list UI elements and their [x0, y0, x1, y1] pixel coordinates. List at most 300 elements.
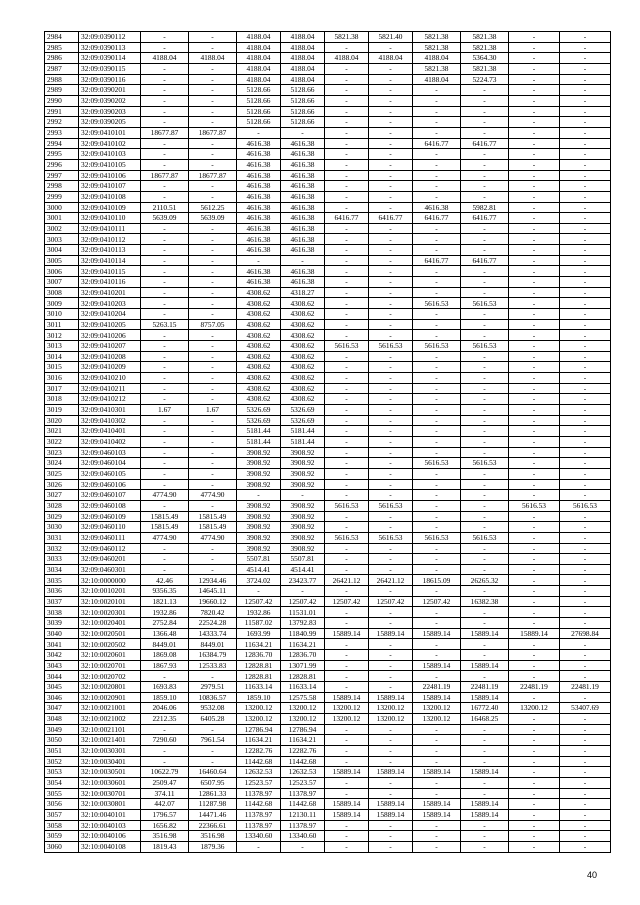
table-cell: -: [509, 159, 560, 170]
table-row: [45, 628, 611, 639]
table-cell: -: [560, 266, 611, 277]
table-cell: 3039: [45, 618, 79, 629]
table-cell: -: [509, 74, 560, 85]
table-cell: -: [413, 468, 461, 479]
table-cell: 13200.12: [237, 714, 281, 725]
table-row: [45, 42, 611, 53]
table-cell: -: [560, 639, 611, 650]
table-row: [45, 682, 611, 693]
table-cell: -: [369, 479, 413, 490]
table-cell: -: [189, 479, 237, 490]
table-cell: 32:10:0020801: [79, 682, 141, 693]
table-cell: -: [560, 745, 611, 756]
table-row: [45, 53, 611, 64]
table-cell: 1819.43: [141, 841, 189, 852]
table-cell: -: [413, 586, 461, 597]
table-cell: -: [509, 223, 560, 234]
table-cell: -: [461, 841, 509, 852]
table-row: [45, 522, 611, 533]
table-cell: 15889.14: [461, 660, 509, 671]
table-cell: -: [509, 415, 560, 426]
table-cell: 15889.14: [369, 809, 413, 820]
table-cell: 5821.38: [325, 32, 369, 43]
table-cell: 32:10:0040108: [79, 841, 141, 852]
table-cell: 4616.38: [281, 213, 325, 224]
table-cell: -: [369, 745, 413, 756]
table-row: [45, 255, 611, 266]
table-cell: 3908.92: [281, 543, 325, 554]
table-cell: 2986: [45, 53, 79, 64]
table-cell: 2996: [45, 159, 79, 170]
table-cell: -: [560, 724, 611, 735]
table-cell: 16460.64: [189, 767, 237, 778]
table-cell: 32:10:0020901: [79, 692, 141, 703]
table-row: [45, 458, 611, 469]
table-cell: 1821.13: [141, 596, 189, 607]
table-cell: 11633.14: [281, 682, 325, 693]
table-cell: 4616.38: [281, 234, 325, 245]
table-cell: 5128.66: [281, 95, 325, 106]
table-cell: 4616.38: [281, 223, 325, 234]
table-cell: 3908.92: [237, 511, 281, 522]
table-cell: -: [461, 266, 509, 277]
table-cell: 13200.12: [281, 703, 325, 714]
table-cell: -: [413, 543, 461, 554]
table-cell: -: [560, 287, 611, 298]
table-cell: 3908.92: [281, 468, 325, 479]
table-cell: 4514.41: [281, 564, 325, 575]
table-cell: -: [369, 468, 413, 479]
table-cell: -: [369, 74, 413, 85]
table-cell: 3049: [45, 724, 79, 735]
table-cell: 6416.77: [461, 213, 509, 224]
table-cell: -: [509, 298, 560, 309]
table-row: [45, 32, 611, 43]
table-cell: -: [560, 426, 611, 437]
table-cell: 15889.14: [413, 767, 461, 778]
table-cell: 2212.35: [141, 714, 189, 725]
table-cell: 15815.49: [189, 522, 237, 533]
table-cell: -: [509, 341, 560, 352]
table-cell: 15889.14: [369, 692, 413, 703]
table-cell: -: [413, 671, 461, 682]
table-cell: -: [369, 831, 413, 842]
table-cell: -: [560, 756, 611, 767]
table-cell: 4616.38: [237, 181, 281, 192]
table-cell: -: [413, 415, 461, 426]
table-cell: 2990: [45, 95, 79, 106]
table-cell: -: [325, 607, 369, 618]
table-cell: 3032: [45, 543, 79, 554]
table-cell: 32:09:0410110: [79, 213, 141, 224]
table-cell: -: [413, 117, 461, 128]
table-cell: 5326.69: [281, 415, 325, 426]
table-cell: 5128.66: [237, 95, 281, 106]
table-cell: 12786.94: [281, 724, 325, 735]
table-cell: -: [560, 127, 611, 138]
table-cell: -: [560, 436, 611, 447]
table-cell: -: [325, 777, 369, 788]
table-cell: 3014: [45, 351, 79, 362]
table-cell: 5326.69: [237, 404, 281, 415]
table-cell: 1796.57: [141, 809, 189, 820]
table-cell: 4308.62: [281, 373, 325, 384]
table-cell: 32:09:0390115: [79, 63, 141, 74]
table-cell: -: [509, 767, 560, 778]
table-cell: -: [560, 159, 611, 170]
table-cell: 5128.66: [281, 106, 325, 117]
table-row: [45, 543, 611, 554]
table-cell: -: [141, 756, 189, 767]
table-cell: -: [413, 756, 461, 767]
table-cell: 11634.21: [281, 735, 325, 746]
table-cell: 15889.14: [325, 767, 369, 778]
table-cell: 3004: [45, 245, 79, 256]
table-cell: -: [509, 106, 560, 117]
table-cell: -: [141, 266, 189, 277]
table-cell: 4308.62: [237, 394, 281, 405]
table-cell: -: [325, 181, 369, 192]
table-cell: -: [461, 149, 509, 160]
table-cell: 16382.38: [461, 596, 509, 607]
table-cell: -: [461, 181, 509, 192]
table-cell: 5616.53: [369, 532, 413, 543]
table-cell: -: [369, 394, 413, 405]
table-row: [45, 532, 611, 543]
table-cell: -: [141, 564, 189, 575]
table-cell: -: [369, 724, 413, 735]
table-row: [45, 191, 611, 202]
table-cell: -: [461, 373, 509, 384]
table-cell: -: [237, 841, 281, 852]
table-cell: 4774.90: [189, 490, 237, 501]
table-cell: -: [560, 170, 611, 181]
table-row: [45, 639, 611, 650]
table-cell: -: [325, 404, 369, 415]
table-cell: 32:10:0000000: [79, 575, 141, 586]
table-cell: -: [560, 415, 611, 426]
table-row: [45, 650, 611, 661]
table-cell: -: [369, 436, 413, 447]
table-cell: 2752.84: [141, 618, 189, 629]
table-cell: -: [509, 522, 560, 533]
table-cell: -: [560, 298, 611, 309]
table-row: [45, 266, 611, 277]
table-cell: -: [560, 479, 611, 490]
table-row: [45, 362, 611, 373]
table-cell: -: [369, 95, 413, 106]
table-cell: 32:10:0020301: [79, 607, 141, 618]
table-row: [45, 341, 611, 352]
table-cell: 3025: [45, 468, 79, 479]
table-cell: -: [461, 490, 509, 501]
table-cell: -: [369, 415, 413, 426]
table-cell: -: [413, 373, 461, 384]
table-cell: -: [369, 660, 413, 671]
table-cell: -: [509, 511, 560, 522]
table-row: [45, 703, 611, 714]
table-row: [45, 138, 611, 149]
table-cell: -: [461, 287, 509, 298]
table-cell: 32:09:0460301: [79, 564, 141, 575]
table-cell: 4308.62: [237, 383, 281, 394]
table-cell: 53407.69: [560, 703, 611, 714]
table-cell: 5128.66: [237, 106, 281, 117]
table-cell: 32:09:0390112: [79, 32, 141, 43]
table-cell: -: [325, 85, 369, 96]
table-cell: -: [189, 255, 237, 266]
table-cell: -: [325, 650, 369, 661]
table-cell: 32:10:0030401: [79, 756, 141, 767]
table-cell: -: [369, 543, 413, 554]
table-cell: 32:09:0390201: [79, 85, 141, 96]
table-cell: -: [369, 383, 413, 394]
table-cell: -: [189, 543, 237, 554]
table-cell: -: [413, 479, 461, 490]
table-cell: -: [141, 458, 189, 469]
table-cell: 11587.02: [237, 618, 281, 629]
table-cell: 5821.40: [369, 32, 413, 43]
table-cell: -: [509, 799, 560, 810]
table-cell: 4188.04: [189, 53, 237, 64]
table-row: [45, 202, 611, 213]
table-body: [45, 32, 611, 853]
table-cell: -: [369, 671, 413, 682]
table-cell: -: [509, 426, 560, 437]
table-cell: 1859.10: [237, 692, 281, 703]
table-cell: 15889.14: [369, 799, 413, 810]
table-row: [45, 468, 611, 479]
table-cell: 32:09:0410105: [79, 159, 141, 170]
table-cell: -: [560, 831, 611, 842]
table-cell: 4308.62: [281, 383, 325, 394]
table-cell: 2046.06: [141, 703, 189, 714]
table-cell: 5821.38: [413, 42, 461, 53]
table-row: [45, 500, 611, 511]
table-cell: 5821.38: [461, 42, 509, 53]
table-cell: -: [325, 383, 369, 394]
table-cell: -: [141, 500, 189, 511]
table-cell: 5128.66: [237, 85, 281, 96]
table-cell: -: [141, 159, 189, 170]
table-cell: 32:09:0460112: [79, 543, 141, 554]
table-cell: 3011: [45, 319, 79, 330]
table-cell: -: [141, 436, 189, 447]
table-cell: 32:09:0460107: [79, 490, 141, 501]
table-cell: 3908.92: [281, 532, 325, 543]
table-cell: 3019: [45, 404, 79, 415]
table-cell: -: [509, 191, 560, 202]
table-cell: -: [560, 245, 611, 256]
table-cell: -: [560, 447, 611, 458]
table-cell: 32:10:0021002: [79, 714, 141, 725]
table-cell: 12575.58: [281, 692, 325, 703]
table-cell: -: [509, 127, 560, 138]
table-cell: 23423.77: [281, 575, 325, 586]
table-cell: -: [141, 415, 189, 426]
table-row: [45, 575, 611, 586]
table-cell: -: [189, 394, 237, 405]
table-cell: -: [461, 586, 509, 597]
table-cell: -: [560, 618, 611, 629]
table-cell: 11634.21: [237, 639, 281, 650]
table-cell: -: [560, 490, 611, 501]
table-cell: -: [509, 213, 560, 224]
table-cell: 3908.92: [281, 447, 325, 458]
table-row: [45, 373, 611, 384]
table-cell: -: [369, 735, 413, 746]
table-cell: -: [141, 468, 189, 479]
table-cell: 15889.14: [369, 767, 413, 778]
table-cell: -: [189, 415, 237, 426]
table-cell: -: [369, 127, 413, 138]
table-cell: -: [141, 138, 189, 149]
table-cell: -: [189, 277, 237, 288]
table-cell: 4616.38: [237, 202, 281, 213]
table-cell: 5821.38: [461, 32, 509, 43]
table-cell: -: [325, 745, 369, 756]
table-cell: 3015: [45, 362, 79, 373]
table-cell: 32:09:0410108: [79, 191, 141, 202]
table-cell: -: [325, 191, 369, 202]
table-cell: 16468.25: [461, 714, 509, 725]
table-cell: 22366.61: [189, 820, 237, 831]
table-cell: 32:09:0410302: [79, 415, 141, 426]
table-row: [45, 181, 611, 192]
table-cell: -: [369, 373, 413, 384]
table-cell: 4188.04: [281, 63, 325, 74]
table-cell: 3057: [45, 809, 79, 820]
table-cell: 32:09:0460104: [79, 458, 141, 469]
table-cell: 26421.12: [325, 575, 369, 586]
table-cell: 32:09:0390202: [79, 95, 141, 106]
table-cell: -: [369, 287, 413, 298]
table-cell: -: [325, 586, 369, 597]
table-cell: -: [509, 639, 560, 650]
table-cell: 5616.53: [413, 458, 461, 469]
table-cell: -: [413, 362, 461, 373]
table-row: [45, 745, 611, 756]
table-cell: 6416.77: [369, 213, 413, 224]
table-cell: 14333.74: [189, 628, 237, 639]
table-cell: 32:09:0410203: [79, 298, 141, 309]
table-cell: -: [509, 447, 560, 458]
table-cell: -: [560, 809, 611, 820]
table-cell: 1932.86: [237, 607, 281, 618]
table-cell: -: [325, 511, 369, 522]
table-cell: -: [560, 191, 611, 202]
table-cell: -: [281, 490, 325, 501]
table-cell: -: [141, 287, 189, 298]
table-cell: 3020: [45, 415, 79, 426]
data-table: [44, 31, 611, 853]
table-cell: 32:09:0410205: [79, 319, 141, 330]
table-row: [45, 415, 611, 426]
table-cell: -: [369, 607, 413, 618]
table-cell: 12861.33: [189, 788, 237, 799]
table-cell: -: [509, 394, 560, 405]
table-cell: 5616.53: [413, 532, 461, 543]
table-cell: -: [560, 95, 611, 106]
table-cell: -: [413, 522, 461, 533]
table-cell: -: [189, 468, 237, 479]
table-cell: 15889.14: [413, 809, 461, 820]
table-cell: -: [369, 309, 413, 320]
table-cell: 15889.14: [325, 809, 369, 820]
table-row: [45, 351, 611, 362]
table-cell: 5181.44: [237, 436, 281, 447]
table-cell: -: [560, 277, 611, 288]
table-cell: -: [509, 95, 560, 106]
table-cell: -: [325, 479, 369, 490]
table-cell: 15889.14: [461, 767, 509, 778]
table-cell: 12507.42: [369, 596, 413, 607]
table-cell: -: [560, 319, 611, 330]
table-row: [45, 724, 611, 735]
table-cell: -: [509, 831, 560, 842]
table-cell: -: [509, 63, 560, 74]
table-cell: -: [413, 724, 461, 735]
table-cell: -: [461, 223, 509, 234]
table-cell: 32:10:0030301: [79, 745, 141, 756]
table-cell: 12828.81: [237, 660, 281, 671]
table-cell: -: [189, 95, 237, 106]
table-cell: 6405.28: [189, 714, 237, 725]
table-cell: 4616.38: [237, 191, 281, 202]
table-cell: 32:09:0460109: [79, 511, 141, 522]
table-cell: -: [189, 351, 237, 362]
table-cell: 15889.14: [413, 660, 461, 671]
table-cell: 32:09:0410116: [79, 277, 141, 288]
table-cell: 3054: [45, 777, 79, 788]
table-cell: -: [189, 426, 237, 437]
table-cell: -: [560, 532, 611, 543]
table-cell: 11634.21: [281, 639, 325, 650]
table-cell: 5616.53: [560, 500, 611, 511]
table-cell: 12507.42: [325, 596, 369, 607]
table-cell: -: [413, 639, 461, 650]
table-cell: -: [325, 490, 369, 501]
table-cell: 4188.04: [413, 74, 461, 85]
table-cell: -: [369, 245, 413, 256]
table-cell: -: [413, 607, 461, 618]
table-cell: -: [413, 159, 461, 170]
table-cell: -: [413, 319, 461, 330]
table-cell: -: [141, 149, 189, 160]
table-cell: -: [560, 714, 611, 725]
table-cell: 3037: [45, 596, 79, 607]
table-cell: 11378.97: [281, 788, 325, 799]
table-row: [45, 660, 611, 671]
table-cell: 8757.05: [189, 319, 237, 330]
table-cell: 32:09:0410101: [79, 127, 141, 138]
table-cell: -: [369, 426, 413, 437]
table-cell: 1932.86: [141, 607, 189, 618]
table-cell: 5507.81: [281, 554, 325, 565]
table-cell: -: [189, 330, 237, 341]
table-cell: 15815.49: [189, 511, 237, 522]
table-cell: -: [141, 95, 189, 106]
table-cell: 4616.38: [281, 170, 325, 181]
table-cell: 12786.94: [237, 724, 281, 735]
table-cell: -: [413, 127, 461, 138]
table-cell: -: [461, 650, 509, 661]
table-cell: -: [560, 564, 611, 575]
table-row: [45, 159, 611, 170]
table-cell: -: [509, 692, 560, 703]
table-cell: -: [461, 234, 509, 245]
table-cell: -: [413, 500, 461, 511]
